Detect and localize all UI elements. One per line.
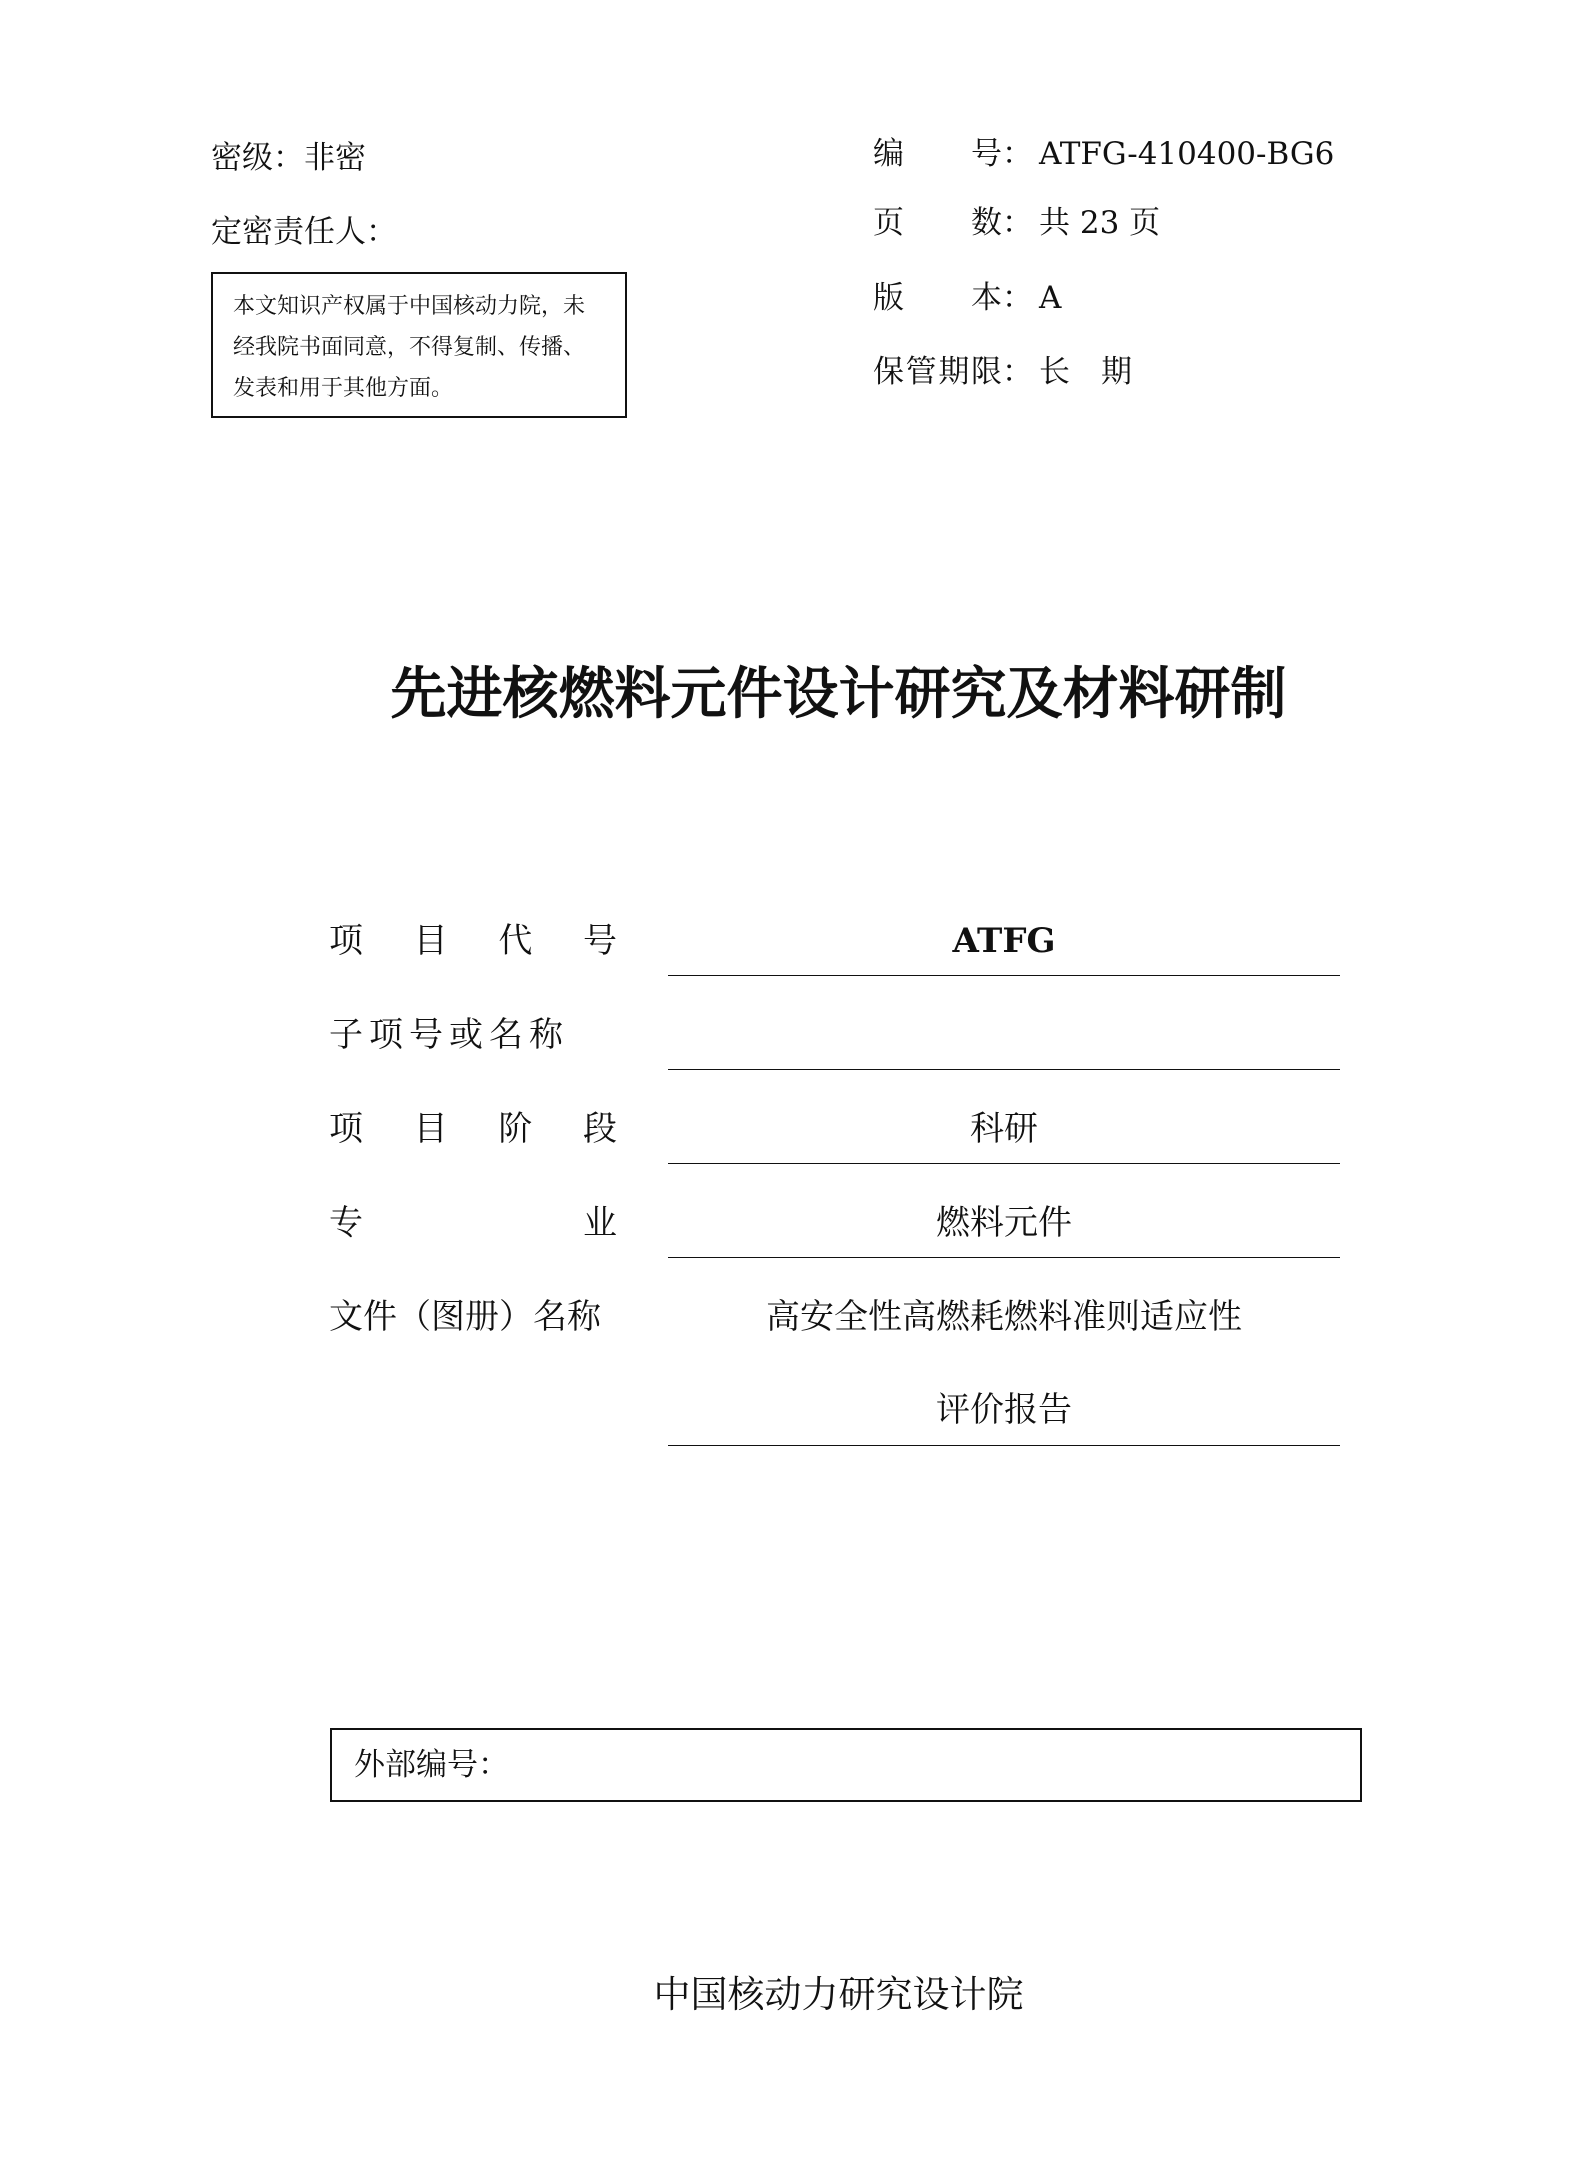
- label-char: 专: [329, 1203, 363, 1243]
- meta-label: [873, 203, 1033, 243]
- external-number-box: [330, 1728, 1362, 1802]
- label-document-name: 文件（图册）名称: [329, 1297, 601, 1337]
- institute-name: 中国核动力研究设计院: [653, 1973, 1024, 2016]
- ip-notice-line: 本文知识产权属于中国核动力院，未: [233, 294, 586, 319]
- meta-label-char: 编: [873, 136, 904, 172]
- external-number-label: 外部编号：: [354, 1747, 509, 1783]
- meta-label-char: 号: [971, 136, 1002, 172]
- document-number-value: ATFG-410400-BG6: [1039, 136, 1335, 172]
- meta-colon: ：: [1002, 280, 1033, 316]
- meta-label-char: 页: [873, 205, 904, 241]
- meta-colon: ：: [1002, 136, 1033, 172]
- label-char: 项: [329, 921, 363, 961]
- underline: [668, 1163, 1340, 1164]
- ip-notice-line: 发表和用于其他方面。: [233, 376, 454, 401]
- project-phase-value: 科研: [970, 1109, 1038, 1149]
- meta-label-char: 期: [938, 354, 970, 390]
- meta-label: [873, 278, 1033, 318]
- underline: [668, 1257, 1340, 1258]
- document-title: 先进核燃料元件设计研究及材料研制: [390, 662, 1287, 727]
- subitem-value: [668, 1013, 1340, 1057]
- ip-notice-box: [211, 272, 627, 418]
- meta-label-char: 本: [971, 280, 1002, 316]
- label-project-code: [329, 919, 617, 963]
- classification-level: 密级：非密: [211, 140, 366, 176]
- meta-label-char: 数: [971, 205, 1002, 241]
- classification-officer: 定密责任人：: [211, 214, 397, 250]
- page-count-value: 共 23 页: [1039, 205, 1161, 241]
- version-value: A: [1039, 280, 1062, 316]
- retention-value: 长 期: [1039, 354, 1132, 390]
- meta-colon: ：: [1001, 354, 1033, 390]
- label-char: 业: [583, 1203, 617, 1243]
- label-char: 号: [582, 921, 617, 961]
- meta-label: [873, 352, 1033, 392]
- meta-label-char: 管: [905, 354, 937, 390]
- label-char: 目: [413, 1109, 448, 1149]
- label-char: 项: [329, 1109, 363, 1149]
- underline: [668, 1069, 1340, 1070]
- label-char: 段: [582, 1109, 617, 1149]
- label-discipline: [329, 1201, 617, 1245]
- project-code-value: ATFG: [952, 921, 1056, 961]
- label-char: 目: [413, 921, 448, 961]
- discipline-value: 燃料元件: [936, 1203, 1072, 1243]
- meta-label-char: 版: [873, 280, 904, 316]
- label-char: 阶: [498, 1109, 533, 1149]
- ip-notice-line: 经我院书面同意，不得复制、传播、: [233, 335, 586, 360]
- meta-label-char: 保: [873, 354, 904, 390]
- underline: [668, 975, 1340, 976]
- meta-colon: ：: [1002, 205, 1033, 241]
- meta-label: [873, 134, 1033, 174]
- label-char: 代: [498, 921, 533, 961]
- document-name-value-line2: 评价报告: [936, 1390, 1072, 1430]
- label-project-phase: [329, 1107, 617, 1151]
- underline: [668, 1445, 1340, 1446]
- meta-label-char: 限: [970, 354, 1002, 390]
- label-subitem: 子项号或名称: [329, 1015, 569, 1055]
- document-name-value-line1: 高安全性高燃耗燃料准则适应性: [766, 1297, 1242, 1337]
